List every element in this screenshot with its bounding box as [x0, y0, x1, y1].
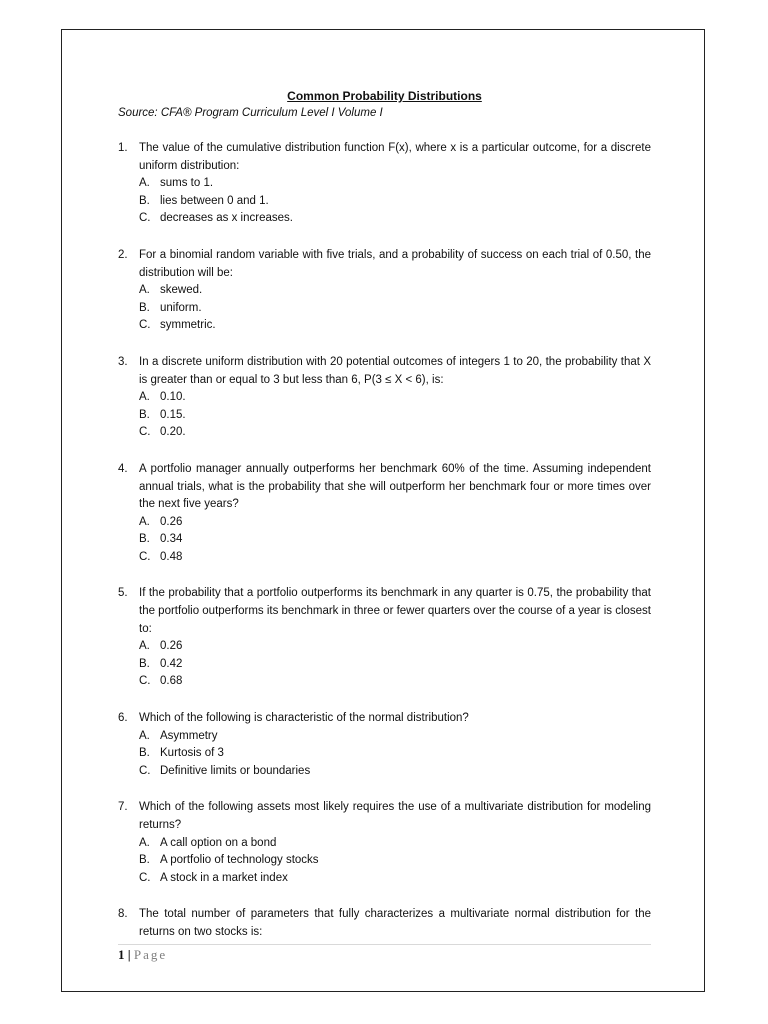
option-b: [139, 656, 651, 674]
option-text: uniform.: [160, 301, 202, 314]
option-b: [139, 531, 651, 549]
option-a: [139, 389, 651, 407]
option-c: [139, 870, 651, 888]
question-6: [118, 710, 651, 780]
option-text: sums to 1.: [160, 177, 214, 190]
option-text: Definitive limits or boundaries: [160, 764, 311, 777]
option-letter: C.: [139, 426, 151, 439]
option-letter: C.: [139, 319, 151, 332]
option-text: 0.10.: [160, 391, 186, 404]
question-number: 5.: [118, 587, 128, 600]
option-letter: B.: [139, 854, 150, 867]
page-footer: [118, 947, 167, 963]
question-number: 1.: [118, 142, 128, 154]
question-text: The total number of parameters that fully characterizes a multivariate normal distribution for the returns on two stocks is:: [139, 908, 651, 938]
option-c: [139, 424, 651, 442]
option-letter: B.: [139, 533, 150, 546]
option-b: [139, 852, 651, 870]
source-line: Source: CFA® Program Curriculum Level I Volume I: [118, 107, 383, 119]
question-5: [118, 585, 651, 691]
option-text: decreases as x increases.: [160, 212, 293, 225]
option-letter: B.: [139, 408, 150, 421]
option-letter: A.: [139, 515, 150, 528]
document-page: [61, 29, 705, 992]
option-letter: B.: [139, 747, 150, 760]
question-7: [118, 799, 651, 887]
question-text: Which of the following assets most likely requires the use of a multivariate distribution for modeling returns?: [139, 801, 651, 831]
question-4: [118, 461, 651, 567]
option-a: [139, 835, 651, 853]
option-c: [139, 549, 651, 567]
document-content: [118, 88, 651, 942]
question-3: [118, 354, 651, 442]
question-text: If the probability that a portfolio outperforms its benchmark in any quarter is 0.75, the probability that the portfolio outperforms its benchmark in three or fewer quarters over the course of a year is closest to:: [139, 587, 651, 635]
option-b: [139, 407, 651, 425]
option-text: A portfolio of technology stocks: [160, 854, 319, 867]
question-text: For a binomial random variable with five trials, and a probability of success on each trial of 0.50, the distribution will be:: [139, 248, 651, 279]
answer-options: [139, 514, 651, 567]
question-8: [118, 906, 651, 941]
option-text: 0.26: [160, 640, 183, 653]
option-text: 0.48: [160, 550, 183, 563]
answer-options: [139, 728, 651, 781]
option-text: skewed.: [160, 284, 203, 297]
question-number: 7.: [118, 801, 128, 814]
option-b: [139, 193, 651, 211]
option-letter: C.: [139, 675, 151, 688]
option-text: A stock in a market index: [160, 871, 288, 884]
option-a: [139, 638, 651, 656]
option-text: 0.42: [160, 657, 183, 670]
option-b: [139, 745, 651, 763]
page-number: 1: [118, 947, 125, 962]
answer-options: [139, 835, 651, 888]
answer-options: [139, 638, 651, 691]
option-letter: C.: [139, 212, 151, 225]
answer-options: [139, 389, 651, 442]
option-letter: A.: [139, 640, 150, 653]
option-a: [139, 175, 651, 193]
option-text: 0.34: [160, 533, 183, 546]
footer-separator: |: [127, 947, 131, 962]
option-letter: A.: [139, 836, 150, 849]
question-text: Which of the following is characteristic of the normal distribution?: [139, 712, 469, 725]
question-1: [118, 140, 651, 228]
option-text: 0.68: [160, 675, 183, 688]
option-a: [139, 282, 651, 300]
option-text: 0.20.: [160, 426, 186, 439]
option-c: [139, 673, 651, 691]
option-c: [139, 210, 651, 228]
option-letter: B.: [139, 194, 150, 207]
option-letter: C.: [139, 871, 151, 884]
document-title: Common Probability Distributions: [287, 89, 482, 103]
option-letter: B.: [139, 657, 150, 670]
page-label: Page: [133, 947, 168, 962]
question-text: A portfolio manager annually outperforms her benchmark 60% of the time. Assuming independent annual trials, what is the probability that she will outperform her benchmark four or more times over the next five years?: [139, 462, 651, 511]
option-text: Kurtosis of 3: [160, 747, 224, 760]
option-c: [139, 763, 651, 781]
option-text: A call option on a bond: [160, 836, 277, 849]
question-text: The value of the cumulative distribution function F(x), where x is a particular outcome, for a discrete uniform distribution:: [139, 142, 651, 172]
question-number: 2.: [118, 248, 128, 261]
option-letter: B.: [139, 301, 150, 314]
question-number: 3.: [118, 355, 128, 368]
option-text: lies between 0 and 1.: [160, 194, 269, 207]
question-text: In a discrete uniform distribution with 20 potential outcomes of integers 1 to 20, the probability that X is greater than or equal to 3 but less than 6, P(3 ≤ X < 6), is:: [139, 355, 651, 386]
footer-divider: [118, 944, 651, 945]
option-letter: A.: [139, 391, 150, 404]
option-c: [139, 317, 651, 335]
option-letter: A.: [139, 284, 150, 297]
option-text: 0.15.: [160, 408, 186, 421]
option-b: [139, 300, 651, 318]
option-letter: A.: [139, 729, 150, 742]
option-letter: C.: [139, 550, 151, 563]
answer-options: [139, 175, 651, 228]
question-number: 6.: [118, 712, 128, 725]
option-text: symmetric.: [160, 319, 216, 332]
answer-options: [139, 282, 651, 335]
option-letter: C.: [139, 764, 151, 777]
option-a: [139, 728, 651, 746]
question-2: [118, 247, 651, 335]
question-number: 8.: [118, 908, 128, 921]
option-text: 0.26: [160, 515, 183, 528]
question-number: 4.: [118, 462, 128, 475]
option-a: [139, 514, 651, 532]
option-letter: A.: [139, 177, 150, 190]
option-text: Asymmetry: [160, 729, 218, 742]
